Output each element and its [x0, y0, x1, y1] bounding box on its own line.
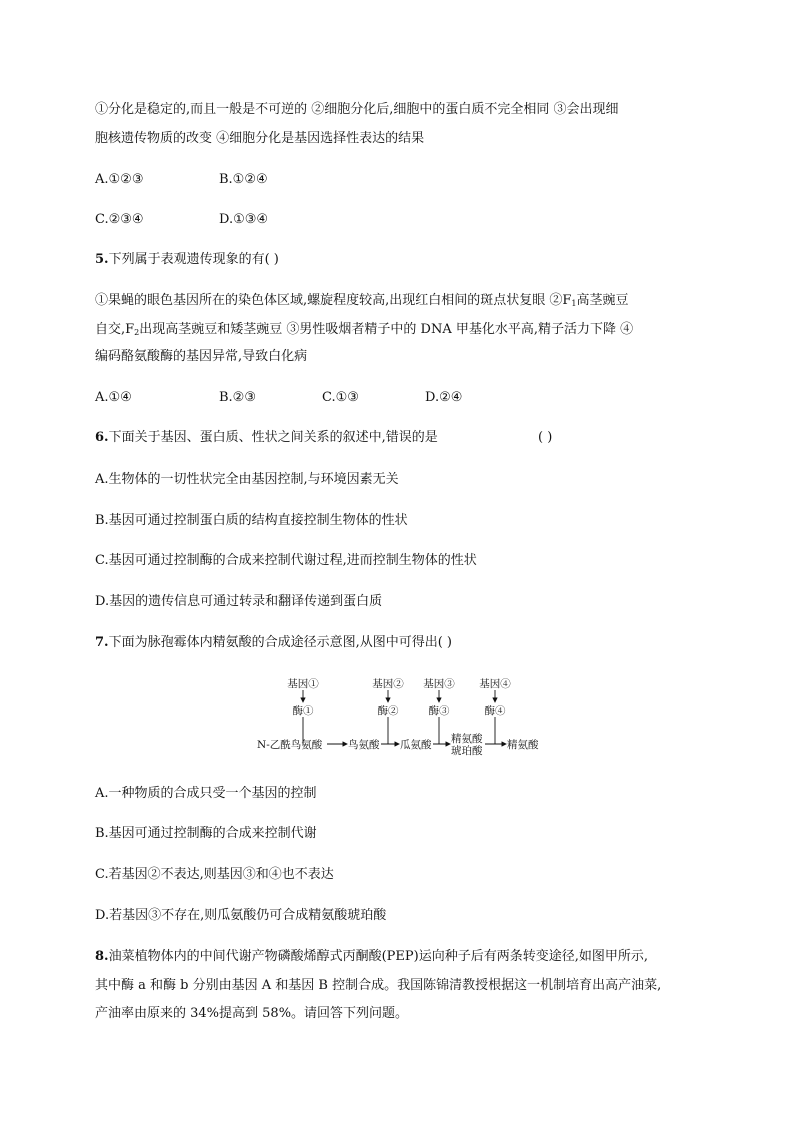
q5-statement-line-3: 编码酪氨酸酶的基因异常,导致白化病 [95, 349, 308, 364]
enzyme-2-label: 酶② [377, 705, 399, 717]
q8-number: 8. [95, 949, 109, 964]
q4-option-a: A.①②③ [95, 172, 144, 187]
q7-option-c: C.若基因②不表达,则基因③和④也不表达 [95, 867, 334, 882]
q6-option-a: A.生物体的一切性状完全由基因控制,与环境因素无关 [95, 472, 399, 487]
q7-stem [95, 635, 452, 651]
q5-statement-line-1 [95, 293, 629, 312]
q5-option-b: B.②③ [219, 390, 256, 405]
q6-answer-paren: ( ) [538, 430, 553, 445]
substance-argininosuccinate-bottom: 琥珀酸 [451, 745, 483, 757]
q6-option-b: B.基因可通过控制蛋白质的结构直接控制生物体的性状 [95, 513, 408, 528]
gene-3-label: 基因③ [423, 678, 455, 690]
q5-line2-start: 自交,F [95, 322, 135, 337]
substance-n-acetylornithine: N-乙酰鸟氨酸 [257, 739, 323, 751]
q5-line1-text: ①果蝇的眼色基因所在的染色体区域,螺旋程度较高,出现红白相间的斑点状复眼 ②F [95, 293, 572, 308]
substance-arginine: 精氨酸 [507, 739, 539, 751]
q5-stem [95, 252, 279, 268]
q5-line2-rest: 出现高茎豌豆和矮茎豌豆 ③男性吸烟者精子中的 DNA 甲基化水平高,精子活力下降 ④ [139, 322, 634, 337]
q5-line1-subscript: 1 [571, 299, 577, 308]
q6-option-c: C.基因可通过控制酶的合成来控制代谢过程,进而控制生物体的性状 [95, 553, 477, 568]
enzyme-4-label: 酶④ [484, 705, 506, 717]
q7-number: 7. [95, 635, 109, 650]
q5-number: 5. [95, 252, 109, 267]
q8-stem-line-2: 其中酶 a 和酶 b 分别由基因 A 和基因 B 控制合成。我国陈锦清教授根据这一机制培育出高产油菜, [95, 978, 662, 993]
q8-stem-line-3: 产油率由原来的 34%提高到 58%。请回答下列问题。 [95, 1006, 409, 1021]
q4-option-c: C.②③④ [95, 212, 144, 227]
q5-option-a: A.①④ [95, 390, 132, 405]
q5-statement-line-2 [95, 322, 633, 341]
q6-stem-text: 下面关于基因、蛋白质、性状之间关系的叙述中,错误的是 [108, 430, 438, 445]
q7-stem-text: 下面为脉孢霉体内精氨酸的合成途径示意图,从图中可得出( ) [108, 635, 452, 650]
q5-line2-subscript: 2 [134, 328, 140, 337]
q4-statement-line-1: ①分化是稳定的,而且一般是不可逆的 ②细胞分化后,细胞中的蛋白质不完全相同 ③会出现细 [95, 102, 619, 117]
q6-option-d: D.基因的遗传信息可通过转录和翻译传递到蛋白质 [95, 594, 383, 609]
q7-option-b: B.基因可通过控制酶的合成来控制代谢 [95, 826, 317, 841]
q8-stem-line-1 [95, 949, 648, 965]
enzyme-3-label: 酶③ [428, 705, 450, 717]
q6-number: 6. [95, 430, 109, 445]
q4-statement-line-2: 胞核遗传物质的改变 ④细胞分化是基因选择性表达的结果 [95, 131, 425, 146]
substance-citrulline: 瓜氨酸 [400, 739, 432, 751]
q5-option-c: C.①③ [322, 390, 359, 405]
gene-4-label: 基因④ [479, 678, 511, 690]
substance-argininosuccinate-top: 精氨酸 [451, 733, 483, 745]
substance-ornithine: 鸟氨酸 [348, 739, 380, 751]
enzyme-1-label: 酶① [292, 705, 314, 717]
q5-stem-text: 下列属于表观遗传现象的有( ) [108, 252, 279, 267]
q8-line1-text: 油菜植物体内的中间代谢产物磷酸烯醇式丙酮酸(PEP)运向种子后有两条转变途径,如图甲所示, [108, 949, 648, 964]
q4-option-b: B.①②④ [219, 172, 268, 187]
q7-option-d: D.若基因③不存在,则瓜氨酸仍可合成精氨酸琥珀酸 [95, 908, 387, 923]
q5-line1-end: 高茎豌豆 [576, 293, 629, 308]
q7-option-a: A.一种物质的合成只受一个基因的控制 [95, 786, 317, 801]
q4-option-d: D.①③④ [219, 212, 269, 227]
q5-option-d: D.②④ [425, 390, 463, 405]
gene-1-label: 基因① [287, 678, 319, 690]
gene-2-label: 基因② [372, 678, 404, 690]
arginine-pathway-diagram [255, 676, 545, 758]
q6-stem [95, 430, 438, 446]
